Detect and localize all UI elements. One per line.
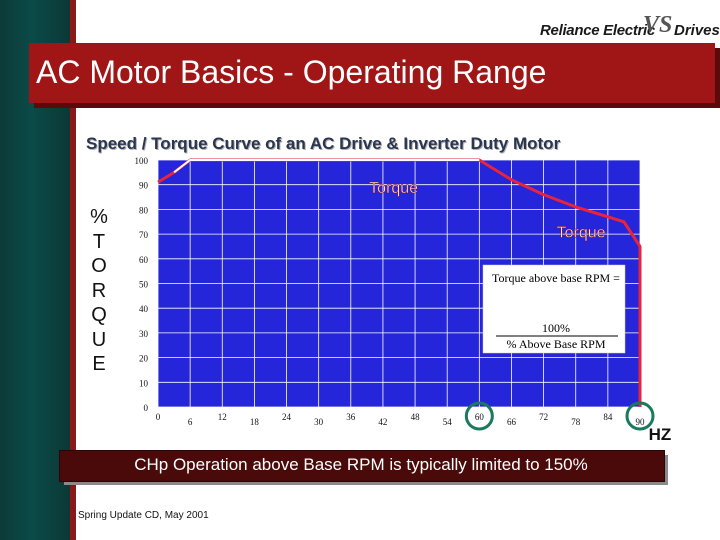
x-tick-label: 18	[249, 417, 259, 427]
x-tick-label: 60	[474, 412, 484, 422]
x-tick-label: 0	[155, 412, 161, 422]
y-tick-label: 80	[139, 205, 148, 216]
y-axis-title-letter: E	[92, 353, 106, 375]
formula-denominator: % Above Base RPM	[506, 337, 606, 351]
formula-head: Torque above base RPM =	[492, 271, 620, 285]
x-tick-label: 72	[539, 412, 549, 422]
bottom-banner-text: CHp Operation above Base RPM is typically limited to 150%	[134, 455, 588, 474]
chart-title: Speed / Torque Curve of an AC Drive & Inverter Duty Motor	[86, 134, 561, 153]
y-tick-label: 60	[139, 254, 148, 265]
x-tick-label: 30	[314, 417, 324, 427]
x-tick-label: 12	[217, 412, 227, 422]
x-tick-label: 42	[378, 417, 388, 427]
x-tick-label: 24	[282, 412, 292, 422]
x-tick-label: 84	[603, 412, 613, 422]
formula-numerator: 100%	[542, 321, 570, 335]
y-tick-label: 70	[139, 230, 148, 241]
brand-mark: VS	[643, 12, 673, 38]
y-tick-label: 10	[139, 378, 148, 389]
x-tick-label: 6	[187, 417, 193, 427]
y-axis-title-letter: %	[90, 206, 108, 228]
torque-label-above-base: Torque	[556, 224, 606, 242]
x-tick-label: 66	[506, 417, 516, 427]
x-tick-label: 48	[410, 412, 420, 422]
y-axis-title-letter: T	[92, 230, 106, 253]
y-tick-label: 30	[139, 328, 148, 339]
y-tick-label: 50	[139, 279, 148, 290]
y-axis-title-letter: Q	[91, 304, 107, 326]
x-tick-label: 36	[346, 412, 356, 422]
y-tick-label: 100	[134, 156, 148, 166]
y-axis-title-letter: O	[91, 255, 107, 277]
y-tick-label: 20	[139, 353, 148, 364]
torque-label-constant: Torque	[369, 180, 419, 198]
brand-name-left: Reliance Electric	[540, 22, 655, 39]
footer-text: Spring Update CD, May 2001	[78, 510, 209, 521]
x-tick-label: 90	[635, 417, 645, 427]
slide-title: AC Motor Basics - Operating Range	[36, 54, 547, 90]
x-tick-label: 78	[571, 417, 581, 427]
x-axis-label: HZ	[648, 425, 672, 444]
y-axis-title-letter: U	[91, 328, 107, 351]
y-tick-label: 40	[139, 304, 148, 315]
brand-name-right: Drives	[674, 22, 720, 39]
y-tick-label: 90	[139, 180, 148, 191]
x-tick-label: 54	[442, 417, 452, 427]
y-tick-label: 0	[143, 403, 148, 413]
y-axis-title-letter: R	[91, 279, 107, 302]
